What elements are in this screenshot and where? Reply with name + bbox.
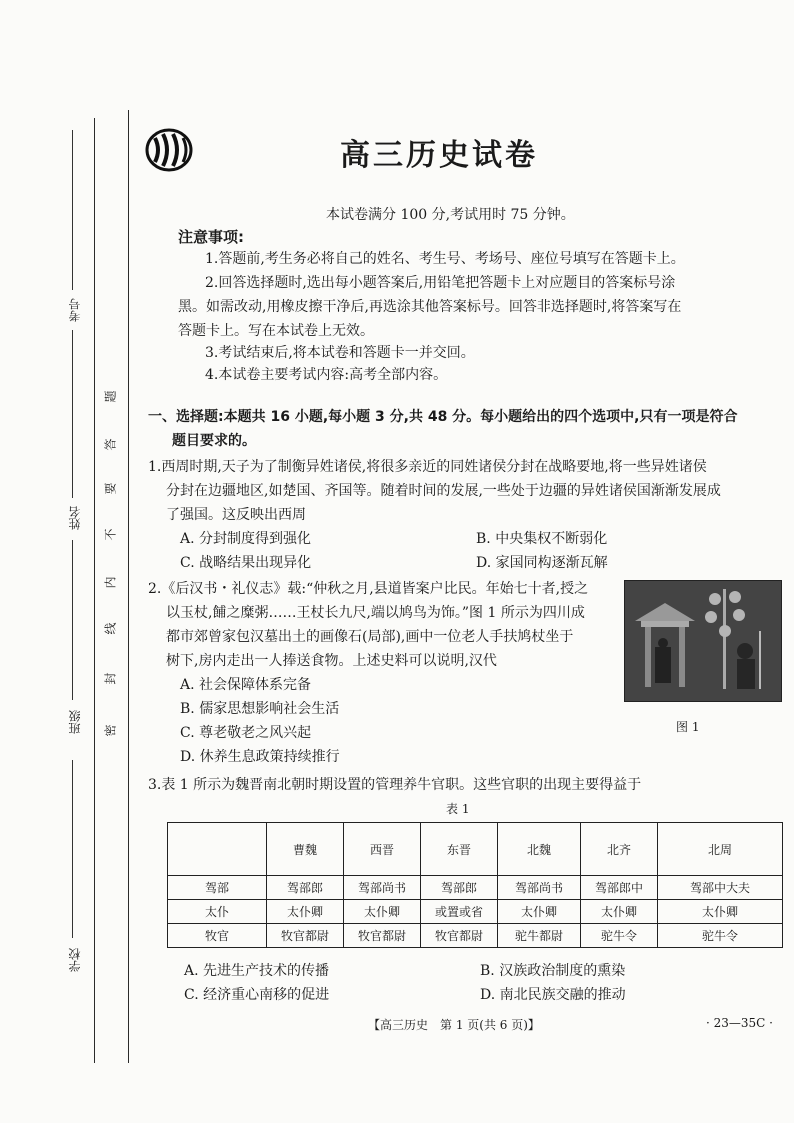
q2-stem: 以玉杖,餔之糜粥……王杖长九尺,端以鸠鸟为饰。”图 1 所示为四川成 xyxy=(166,605,585,621)
table-cell: 驾部郎 xyxy=(267,876,344,900)
table-cell: 驾部郎中 xyxy=(581,876,658,900)
q2-stem: 树下,房内走出一人捧送食物。上述史料可以说明,汉代 xyxy=(166,653,497,669)
table-header-cell: 北齐 xyxy=(581,823,658,876)
notice-item: 答题卡上。写在本试卷上无效。 xyxy=(178,323,374,339)
table-cell: 太仆卿 xyxy=(267,900,344,924)
table-header-cell xyxy=(168,823,267,876)
class-label: 班级 xyxy=(68,710,82,734)
q1-stem: 了强国。这反映出西周 xyxy=(166,507,306,523)
seal-char: 内 xyxy=(103,576,118,589)
table-cell: 驼牛令 xyxy=(581,924,658,948)
table-cell: 牧官都尉 xyxy=(267,924,344,948)
table-header-cell: 西晋 xyxy=(344,823,421,876)
table-cell: 驾部尚书 xyxy=(498,876,581,900)
seal-char: 密 xyxy=(103,724,118,737)
q1-stem: 1.西周时期,天子为了制衡异姓诸侯,将很多亲近的同姓诸侯分封在战略要地,将一些异姓诸侯 xyxy=(148,459,707,475)
section-heading-cont: 题目要求的。 xyxy=(172,433,256,449)
name-underline[interactable] xyxy=(72,330,73,498)
q1-option-a[interactable]: A. 分封制度得到强化 xyxy=(180,531,312,547)
seal-char: 封 xyxy=(103,672,118,685)
table-header-cell: 北魏 xyxy=(498,823,581,876)
table-header-cell: 曹魏 xyxy=(267,823,344,876)
table-cell: 驾部尚书 xyxy=(344,876,421,900)
table-cell: 太仆 xyxy=(168,900,267,924)
table-header-cell: 北周 xyxy=(658,823,783,876)
table-cell: 驾部中大夫 xyxy=(658,876,783,900)
q3-option-d[interactable]: D. 南北民族交融的推动 xyxy=(480,987,626,1003)
notice-item: 2.回答选择题时,选出每小题答案后,用铅笔把答题卡上对应题目的答案标号涂 xyxy=(205,275,676,291)
table-cell: 牧官都尉 xyxy=(344,924,421,948)
q3-option-c[interactable]: C. 经济重心南移的促进 xyxy=(184,987,330,1003)
seal-char: 不 xyxy=(103,528,118,541)
notice-heading: 注意事项: xyxy=(178,228,244,246)
table-cell: 驾部 xyxy=(168,876,267,900)
table-cell: 太仆卿 xyxy=(658,900,783,924)
q1-stem: 分封在边疆地区,如楚国、齐国等。随着时间的发展,一些处于边疆的异姓诸侯国渐渐发展成 xyxy=(166,483,721,499)
table-cell: 或置或省 xyxy=(421,900,498,924)
table-cell: 太仆卿 xyxy=(344,900,421,924)
class-underline[interactable] xyxy=(72,540,73,700)
page-footer: 【高三历史 第 1 页(共 6 页)】 xyxy=(368,1018,540,1032)
notice-item: 4.本试卷主要考试内容:高考全部内容。 xyxy=(205,367,448,383)
paper-code: · 23—35C · xyxy=(706,1016,773,1030)
table-1 xyxy=(167,822,783,948)
table-cell: 太仆卿 xyxy=(498,900,581,924)
q2-stem: 都市郊曾家包汉墓出土的画像石(局部),画中一位老人手扶鸠杖坐于 xyxy=(166,629,574,645)
seal-char: 题 xyxy=(103,390,118,403)
publisher-logo xyxy=(145,128,193,172)
school-label: 学校 xyxy=(68,948,82,972)
seal-char: 答 xyxy=(103,438,118,451)
q3-option-a[interactable]: A. 先进生产技术的传播 xyxy=(184,963,330,979)
q2-option-c[interactable]: C. 尊老敬老之风兴起 xyxy=(180,725,312,741)
figure-1-relief-image xyxy=(624,580,782,702)
binding-line-outer xyxy=(94,118,95,1063)
table-row xyxy=(168,900,783,924)
table-cell: 牧官都尉 xyxy=(421,924,498,948)
page-title: 高三历史试卷 xyxy=(340,138,538,173)
table-row xyxy=(168,876,783,900)
q2-stem: 2.《后汉书・礼仪志》载:“仲秋之月,县道皆案户比民。年始七十者,授之 xyxy=(148,581,589,597)
table-cell: 太仆卿 xyxy=(581,900,658,924)
q2-option-b[interactable]: B. 儒家思想影响社会生活 xyxy=(180,701,340,717)
q3-option-b[interactable]: B. 汉族政治制度的熏染 xyxy=(480,963,626,979)
exam-no-underline[interactable] xyxy=(72,130,73,290)
q2-option-a[interactable]: A. 社会保障体系完备 xyxy=(180,677,312,693)
exam-intro: 本试卷满分 100 分,考试用时 75 分钟。 xyxy=(326,207,575,223)
table-cell: 驼牛都尉 xyxy=(498,924,581,948)
q1-option-c[interactable]: C. 战略结果出现异化 xyxy=(180,555,312,571)
section-heading: 一、选择题:本题共 16 小题,每小题 3 分,共 48 分。每小题给出的四个选项中,只有一项是符合 xyxy=(148,409,738,425)
q1-option-b[interactable]: B. 中央集权不断弱化 xyxy=(476,531,608,547)
q1-option-d[interactable]: D. 家国同构逐渐瓦解 xyxy=(476,555,608,571)
table-row xyxy=(168,924,783,948)
table-header-cell: 东晋 xyxy=(421,823,498,876)
q3-stem: 3.表 1 所示为魏晋南北朝时期设置的管理养牛官职。这些官职的出现主要得益于 xyxy=(148,777,642,793)
notice-item: 黑。如需改动,用橡皮擦干净后,再选涂其他答案标号。回答非选择题时,将答案写在 xyxy=(178,299,682,315)
notice-item: 1.答题前,考生务必将自己的姓名、考生号、考场号、座位号填写在答题卡上。 xyxy=(205,251,685,267)
table-1-caption: 表 1 xyxy=(446,802,470,816)
name-label: 姓名 xyxy=(68,506,82,530)
table-cell: 牧官 xyxy=(168,924,267,948)
seal-char: 要 xyxy=(103,482,118,495)
seal-char: 线 xyxy=(103,622,118,635)
binding-line-inner xyxy=(128,110,129,1063)
exam-no-label: 考号 xyxy=(68,298,82,322)
school-underline[interactable] xyxy=(72,760,73,938)
table-cell: 驼牛令 xyxy=(658,924,783,948)
table-cell: 驾部郎 xyxy=(421,876,498,900)
figure-1-caption: 图 1 xyxy=(676,720,700,734)
q2-option-d[interactable]: D. 休养生息政策持续推行 xyxy=(180,749,340,765)
table-header-row xyxy=(168,823,783,876)
notice-item: 3.考试结束后,将本试卷和答题卡一并交回。 xyxy=(205,345,475,361)
